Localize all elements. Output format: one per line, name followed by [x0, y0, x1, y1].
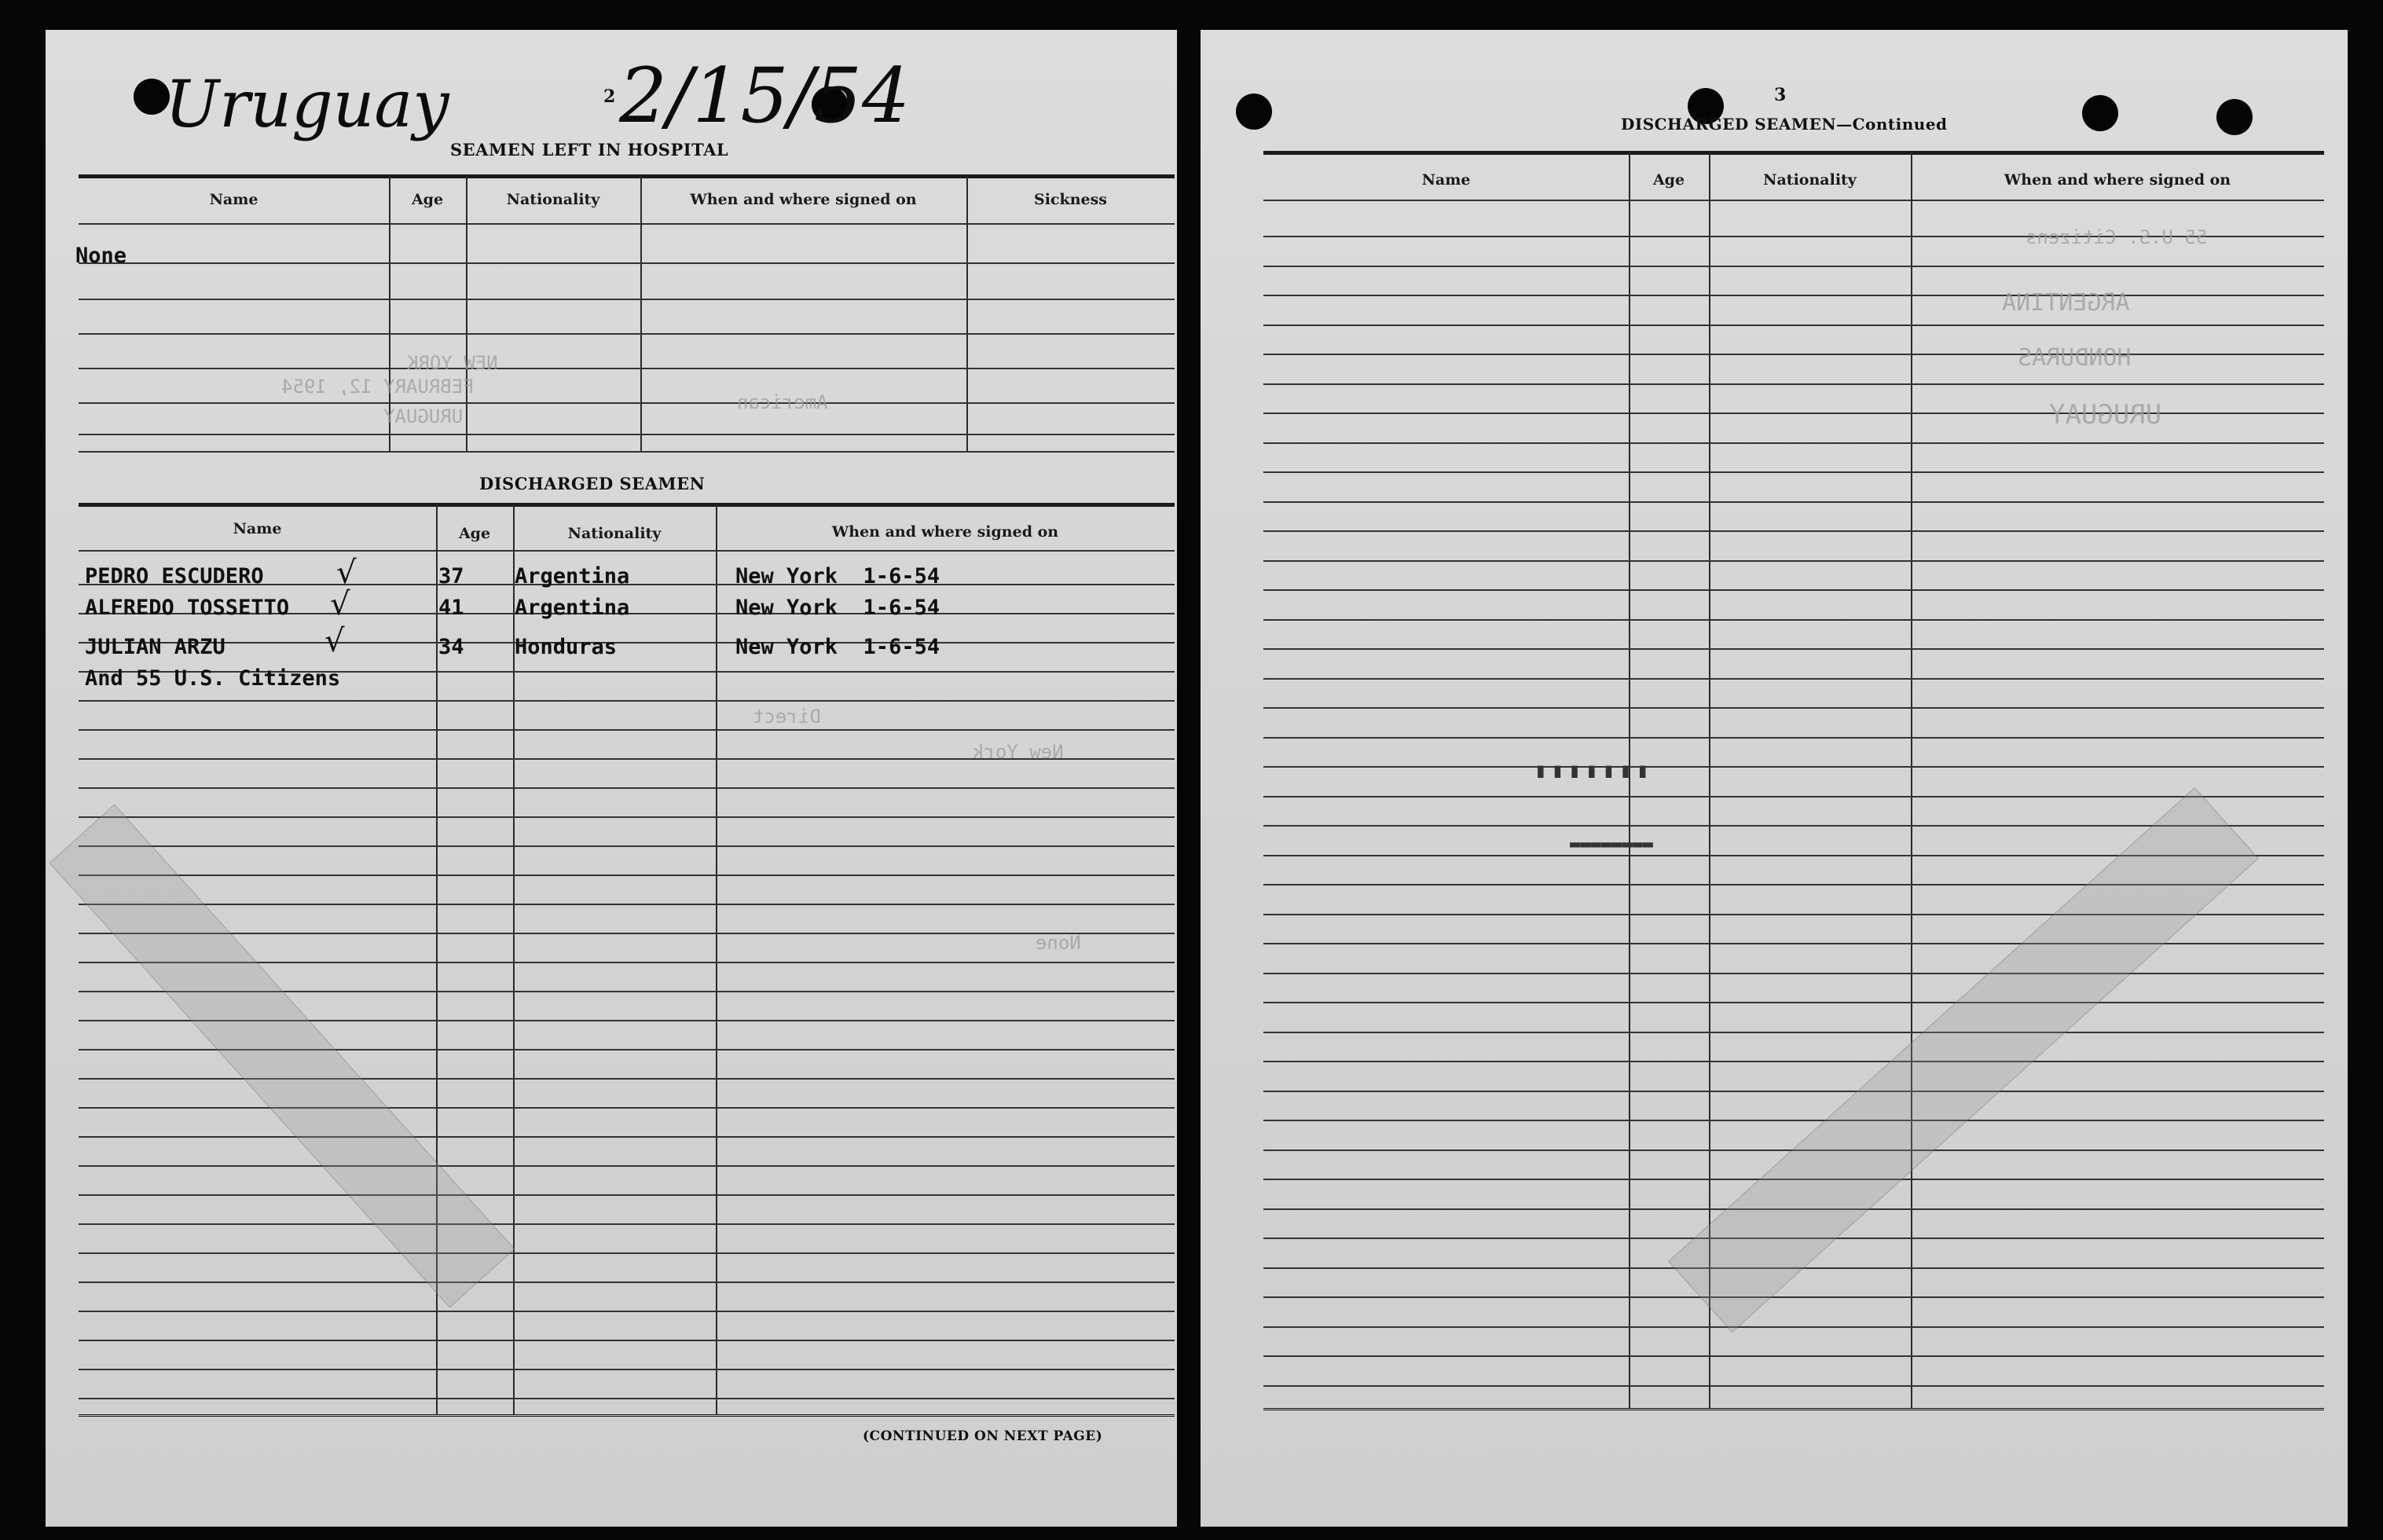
- table-rule: [1263, 354, 2324, 355]
- table-rule: [79, 933, 1175, 934]
- header-age: Age: [1652, 171, 1685, 189]
- citizens-line: And 55 U.S. Citizens: [85, 666, 341, 691]
- column-divider: [640, 176, 642, 451]
- header-name: Name: [233, 520, 282, 537]
- bleed-through-text: URUGUAY: [2049, 399, 2162, 431]
- table-rule: [79, 451, 1175, 453]
- header-age: Age: [458, 525, 491, 542]
- seaman-age: 37: [438, 564, 464, 588]
- table-rule: [79, 299, 1175, 300]
- bleed-through-text: FEBRUARY 12, 1954: [281, 376, 475, 398]
- seaman-name: JULIAN ARZU: [85, 635, 225, 659]
- column-divider: [466, 176, 467, 451]
- table-rule: [79, 1311, 1175, 1312]
- table-rule: [1263, 737, 2324, 739]
- table-rule: [1263, 1385, 2324, 1387]
- seaman-signed-on: New York 1-6-54: [735, 596, 940, 620]
- table-rule: [1263, 1002, 2324, 1003]
- seaman-signed-on: New York 1-6-54: [735, 564, 940, 588]
- table-rule: [1263, 973, 2324, 974]
- column-divider: [1709, 152, 1710, 1408]
- bleed-through-text: URUGUAY: [383, 405, 464, 427]
- table-rule: [1263, 295, 2324, 296]
- table-rule: [79, 402, 1175, 404]
- table-rule: [79, 700, 1175, 702]
- table-rule: [1263, 619, 2324, 621]
- table-rule: [1263, 678, 2324, 680]
- hospital-entry: None: [75, 244, 127, 268]
- table-rule: [79, 550, 1175, 552]
- table-rule: [1263, 1061, 2324, 1062]
- tape-strip: [49, 804, 515, 1307]
- punch-hole: [2216, 99, 2253, 135]
- table-rule: [1263, 501, 2324, 503]
- table-rule: [79, 174, 1175, 178]
- table-rule: [1263, 796, 2324, 798]
- faded-stamp: ▮▮▮▮▮▮▮: [1534, 759, 1654, 783]
- bleed-through-text: 55 U.S. Citizens: [2026, 226, 2208, 248]
- table-rule: [79, 434, 1175, 435]
- left-page: [46, 30, 1177, 1527]
- discharged-section-title: DISCHARGED SEAMEN: [479, 474, 706, 493]
- hospital-section-title: SEAMEN LEFT IN HOSPITAL: [450, 140, 729, 160]
- column-divider: [716, 504, 717, 1414]
- table-rule: [1263, 324, 2324, 326]
- seaman-nationality: Argentina: [515, 564, 630, 588]
- table-rule: [1263, 943, 2324, 944]
- header-name: Name: [209, 191, 258, 208]
- table-rule: [1263, 266, 2324, 267]
- header-signed-on: When and where signed on: [2004, 171, 2231, 189]
- bleed-through-text: HONDURAS: [2018, 344, 2132, 372]
- table-rule: [79, 1282, 1175, 1283]
- header-signed-on: When and where signed on: [690, 191, 917, 208]
- table-rule: [79, 503, 1175, 507]
- table-rule: [79, 729, 1175, 731]
- bleed-through-text: ARGENTINA: [2002, 289, 2130, 317]
- table-rule: [1263, 648, 2324, 650]
- table-rule: [1263, 1091, 2324, 1092]
- table-rule: [79, 642, 1175, 644]
- table-rule: [1263, 589, 2324, 591]
- table-rule: [1263, 1120, 2324, 1121]
- table-rule: [79, 368, 1175, 369]
- table-rule: [1263, 530, 2324, 532]
- handwritten-date: 2/15/54: [619, 52, 911, 140]
- table-rule: [79, 1369, 1175, 1370]
- table-rule: [79, 333, 1175, 335]
- table-rule: [79, 874, 1175, 876]
- table-rule: [1263, 766, 2324, 768]
- header-nationality: Nationality: [1763, 171, 1857, 189]
- table-rule: [1263, 200, 2324, 201]
- table-rule: [79, 1136, 1175, 1138]
- seaman-name: PEDRO ESCUDERO: [85, 564, 264, 588]
- table-rule: [1263, 471, 2324, 473]
- bleed-through-text: None: [1036, 932, 1081, 954]
- bleed-through-text: NEW YORK: [407, 352, 498, 374]
- table-rule: [79, 845, 1175, 847]
- table-rule: [1263, 151, 2324, 155]
- table-rule: [79, 1252, 1175, 1254]
- table-rule: [79, 223, 1175, 225]
- column-divider: [1911, 152, 1912, 1408]
- table-rule: [79, 816, 1175, 818]
- check-mark: √: [336, 555, 357, 591]
- table-rule: [79, 1194, 1175, 1196]
- footer-rule: [1263, 1408, 2324, 1415]
- seaman-name: ALFREDO TOSSETTO: [85, 596, 290, 620]
- table-rule: [79, 1165, 1175, 1167]
- table-rule: [79, 262, 1175, 264]
- seaman-signed-on: New York 1-6-54: [735, 635, 940, 659]
- punch-hole: [1236, 94, 1272, 130]
- bleed-through-text: Direct: [753, 706, 821, 728]
- table-rule: [79, 1398, 1175, 1399]
- column-divider: [966, 176, 968, 451]
- table-rule: [1263, 1326, 2324, 1328]
- bleed-through-text: New York: [973, 741, 1064, 763]
- seaman-nationality: Honduras: [515, 635, 618, 659]
- footer-rule: [79, 1414, 1175, 1421]
- header-nationality: Nationality: [506, 191, 600, 208]
- header-age: Age: [411, 191, 444, 208]
- table-rule: [1263, 1355, 2324, 1357]
- header-sickness: Sickness: [1034, 191, 1107, 208]
- header-name: Name: [1421, 171, 1471, 189]
- table-rule: [79, 1223, 1175, 1225]
- table-rule: [1263, 560, 2324, 562]
- handwritten-country: Uruguay: [165, 68, 449, 142]
- right-page: [1201, 30, 2348, 1527]
- check-mark: √: [330, 586, 350, 622]
- check-mark: √: [324, 623, 345, 659]
- page-number: 2: [603, 86, 616, 107]
- table-rule: [1263, 707, 2324, 709]
- table-rule: [1263, 383, 2324, 385]
- section-title: DISCHARGED SEAMEN—Continued: [1621, 115, 1948, 134]
- header-nationality: Nationality: [567, 525, 662, 542]
- tape-strip: [1668, 787, 2259, 1333]
- table-rule: [1263, 412, 2324, 414]
- table-rule: [79, 1107, 1175, 1109]
- punch-hole: [2082, 95, 2118, 131]
- table-rule: [79, 904, 1175, 905]
- seaman-nationality: Argentina: [515, 596, 630, 620]
- table-rule: [79, 787, 1175, 789]
- seaman-age: 34: [438, 635, 464, 659]
- page-number: 3: [1774, 85, 1787, 105]
- bleed-through-text: American: [737, 391, 828, 413]
- footer-continued: (CONTINUED ON NEXT PAGE): [863, 1428, 1103, 1444]
- table-rule: [1263, 442, 2324, 444]
- table-rule: [79, 1340, 1175, 1341]
- faded-stamp: ▬▬▬▬▬▬▬▬: [1570, 834, 1653, 854]
- table-rule: [1263, 1032, 2324, 1033]
- table-rule: [1263, 1296, 2324, 1298]
- seaman-age: 41: [438, 596, 464, 620]
- header-signed-on: When and where signed on: [831, 523, 1059, 541]
